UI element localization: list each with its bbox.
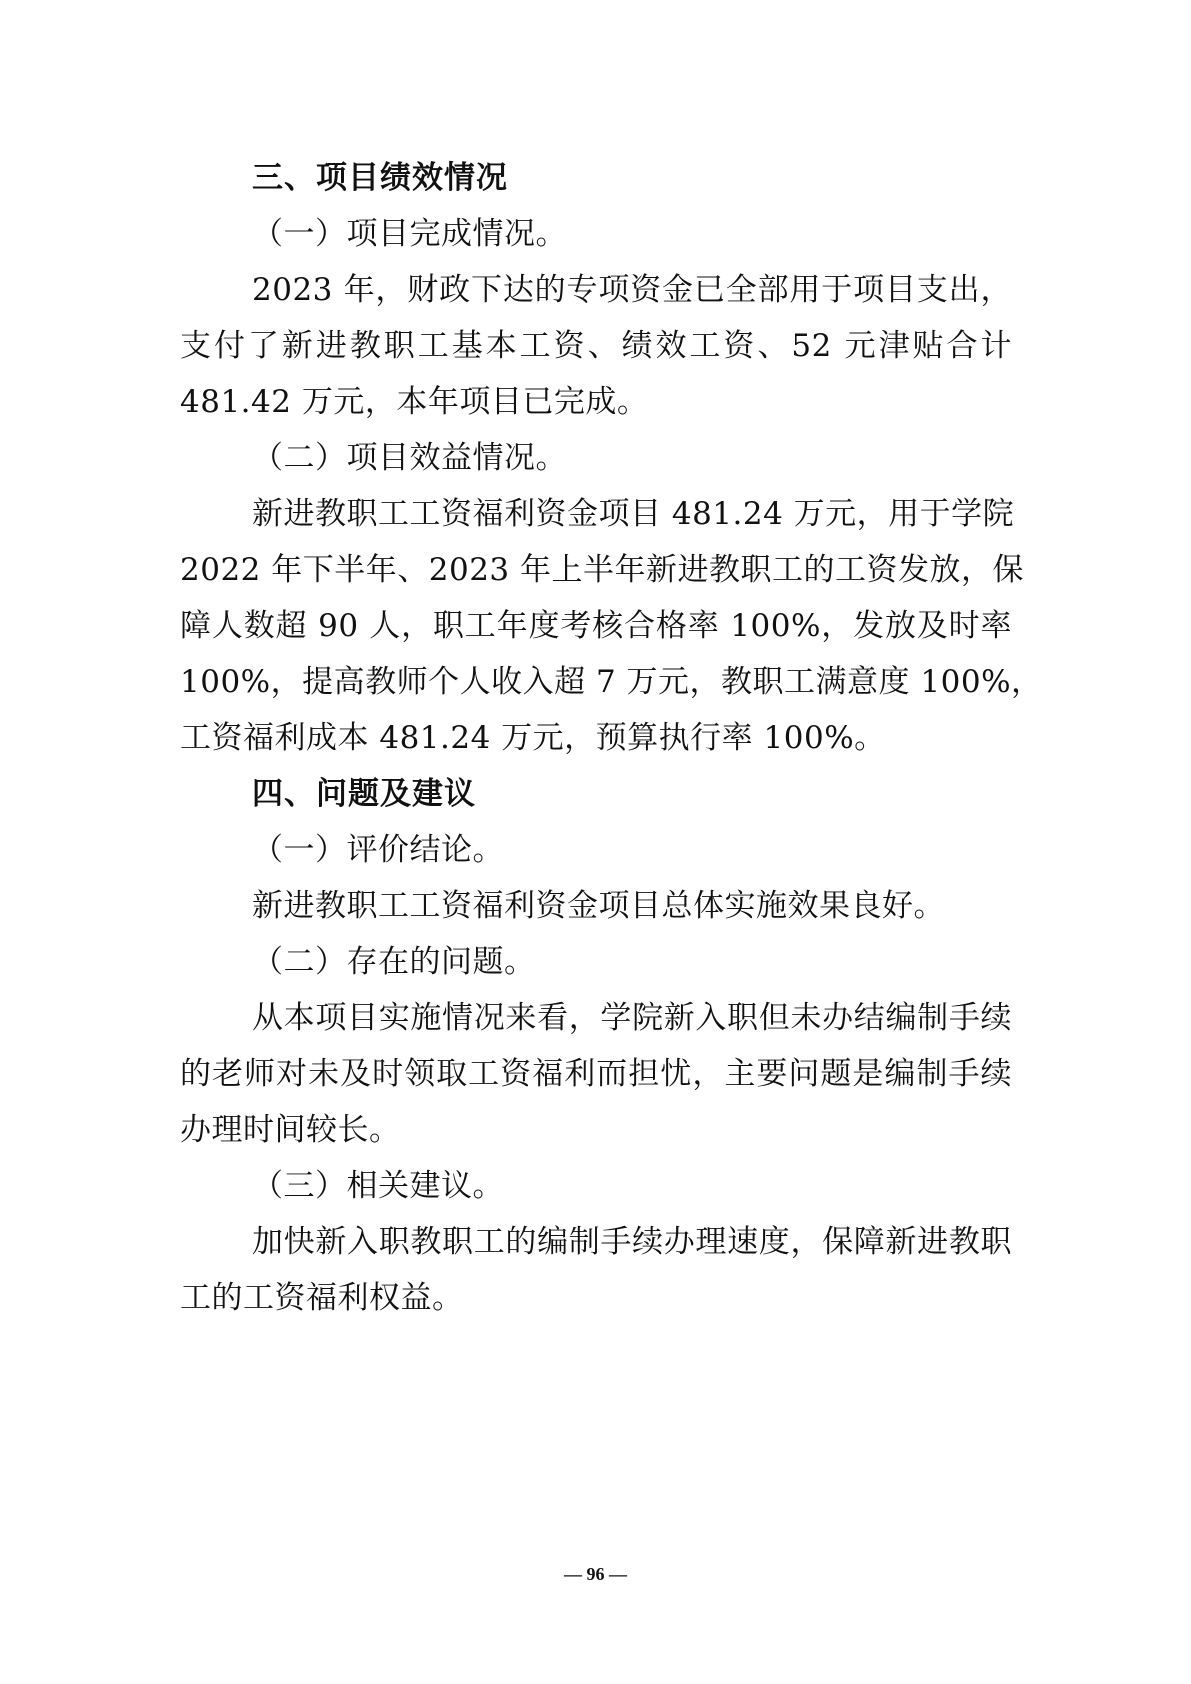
section-heading-4: 四、问题及建议 [252, 776, 476, 812]
subheading-4-3: （三）相关建议。 [252, 1168, 504, 1204]
paragraph-line: 支付了新进教职工基本工资、绩效工资、52 元津贴合计 [180, 328, 1012, 364]
subheading-3-2: （二）项目效益情况。 [252, 440, 567, 476]
paragraph-line: 481.42 万元，本年项目已完成。 [180, 384, 649, 420]
paragraph-line: 工资福利成本 481.24 万元，预算执行率 100%。 [180, 720, 886, 756]
paragraph-line: 的老师对未及时领取工资福利而担忧，主要问题是编制手续 [180, 1056, 1012, 1092]
paragraph-line: 工的工资福利权益。 [180, 1280, 464, 1316]
paragraph-suggestions [180, 1214, 1012, 1326]
paragraph-line: 2022 年下半年、2023 年上半年新进教职工的工资发放，保 [180, 552, 1024, 588]
paragraph-benefits [180, 486, 1043, 766]
subheading-4-1: （一）评价结论。 [252, 832, 504, 868]
subheading-3-1: （一）项目完成情况。 [252, 216, 567, 252]
paragraph-line: 100%，提高教师个人收入超 7 万元，教职工满意度 100%， [180, 664, 1043, 700]
paragraph-line: 2023 年，财政下达的专项资金已全部用于项目支出， [252, 272, 1012, 308]
page-number: — 96 — [564, 1564, 627, 1584]
paragraph-line: 从本项目实施情况来看，学院新入职但未办结编制手续 [252, 1000, 1012, 1036]
paragraph-conclusion: 新进教职工工资福利资金项目总体实施效果良好。 [252, 888, 945, 924]
subheading-4-2: （二）存在的问题。 [252, 944, 536, 980]
paragraph-line: 障人数超 90 人，职工年度考核合格率 100%，发放及时率 [180, 608, 1012, 644]
paragraph-problems [180, 990, 1012, 1158]
paragraph-line: 办理时间较长。 [180, 1112, 401, 1148]
section-heading-3: 三、项目绩效情况 [252, 160, 508, 196]
paragraph-completion [180, 262, 1012, 430]
paragraph-line: 新进教职工工资福利资金项目 481.24 万元，用于学院 [252, 496, 1015, 532]
document-body [180, 150, 1043, 1326]
paragraph-line: 加快新入职教职工的编制手续办理速度，保障新进教职 [252, 1224, 1012, 1260]
